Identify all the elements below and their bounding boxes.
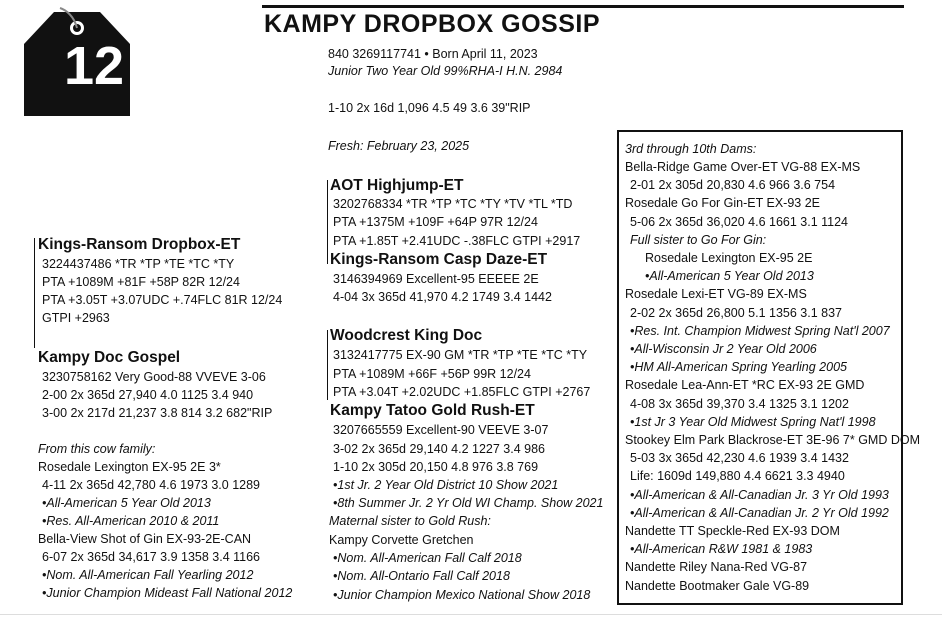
dams-line: Stookey Elm Park Blackrose-ET 3E-96 7* GMD DOM bbox=[625, 433, 920, 447]
cow-family-line: •Nom. All-American Fall Yearling 2012 bbox=[42, 568, 254, 582]
dams-line: 5-06 2x 365d 36,020 4.6 1661 3.1 1124 bbox=[630, 214, 849, 229]
bottom-rule bbox=[0, 614, 942, 615]
mgs-line: PTA +3.04T +2.02UDC +1.85FLC GTPI +2767 bbox=[333, 385, 591, 399]
top-rule bbox=[262, 5, 904, 8]
dams-line: Bella-Ridge Game Over-ET VG-88 EX-MS bbox=[625, 160, 861, 174]
dams-line: •All-American & All-Canadian Jr. 2 Yr Old 1992 bbox=[630, 505, 889, 520]
mgd-line: •8th Summer Jr. 2 Yr Old WI Champ. Show 2021 bbox=[333, 496, 604, 510]
dams-line: Nandette Bootmaker Gale VG-89 bbox=[625, 578, 810, 593]
lot-number: 12 bbox=[63, 36, 125, 96]
cow-family-line: •Res. All-American 2010 & 2011 bbox=[42, 514, 220, 528]
record-line: 1-10 2x 16d 1,096 4.5 49 3.6 39"RIP bbox=[328, 101, 531, 115]
sire-line: PTA +3.05T +3.07UDC +.74FLC 81R 12/24 bbox=[42, 293, 283, 307]
dams-line: •Res. Int. Champion Midwest Spring Nat'l 2007 bbox=[630, 323, 890, 338]
dams-line: Rosedale Go For Gin-ET EX-93 2E bbox=[625, 196, 820, 211]
cow-family-heading: From this cow family: bbox=[38, 442, 156, 456]
dams-line: 2-02 2x 365d 26,800 5.1 1356 3.1 837 bbox=[630, 305, 842, 320]
pgs-line: PTA +1.85T +2.41UDC -.38FLC GTPI +2917 bbox=[333, 234, 581, 248]
mgd-line: Maternal sister to Gold Rush: bbox=[329, 514, 491, 528]
mgs-name: Woodcrest King Doc bbox=[330, 327, 483, 344]
pgs-bracket bbox=[327, 180, 328, 264]
cow-family-line: Bella-View Shot of Gin EX-93-2E-CAN bbox=[38, 532, 252, 546]
dam-line: 3-00 2x 217d 21,237 3.8 814 3.2 682"RIP bbox=[42, 406, 273, 420]
mgd-line: •Nom. All-Ontario Fall Calf 2018 bbox=[333, 569, 510, 583]
cow-family-line: 6-07 2x 365d 34,617 3.9 1358 3.4 1166 bbox=[42, 550, 261, 564]
sire-line: PTA +1089M +81F +58P 82R 12/24 bbox=[42, 275, 240, 289]
mgd-line: •Junior Champion Mexico National Show 2018 bbox=[333, 588, 591, 602]
dams-line: 2-01 2x 305d 20,830 4.6 966 3.6 754 bbox=[630, 178, 836, 193]
fresh-line: Fresh: February 23, 2025 bbox=[328, 139, 470, 153]
dams-line: •All-American R&W 1981 & 1983 bbox=[630, 542, 813, 557]
pgd-line: 4-04 3x 365d 41,970 4.2 1749 3.4 1442 bbox=[333, 290, 552, 304]
pgs-line: PTA +1375M +109F +64P 97R 12/24 bbox=[333, 215, 538, 229]
sire-line: GTPI +2963 bbox=[42, 311, 110, 325]
dams-line: •All-American & All-Canadian Jr. 3 Yr Old 1993 bbox=[630, 487, 889, 502]
dams-line: Life: 1609d 149,880 4.4 6621 3.3 4940 bbox=[630, 469, 845, 484]
pgd-name: Kings-Ransom Casp Daze-ET bbox=[330, 251, 548, 268]
dams-line: Rosedale Lexi-ET VG-89 EX-MS bbox=[625, 287, 807, 302]
pgs-line: 3202768334 *TR *TP *TC *TY *TV *TL *TD bbox=[333, 197, 573, 211]
cow-family-line: Rosedale Lexington EX-95 2E 3* bbox=[38, 460, 221, 474]
mgs-bracket bbox=[327, 330, 328, 400]
mgd-line: Kampy Corvette Gretchen bbox=[329, 533, 474, 547]
cow-family-line: •All-American 5 Year Old 2013 bbox=[42, 496, 211, 510]
dams-line: Rosedale Lea-Ann-ET *RC EX-93 2E GMD bbox=[625, 378, 865, 393]
class-line: Junior Two Year Old 99%RHA-I H.N. 2984 bbox=[328, 64, 563, 78]
dams-line: •HM All-American Spring Yearling 2005 bbox=[630, 360, 847, 375]
mgd-line: 3207665559 Excellent-90 VEEVE 3-07 bbox=[333, 423, 549, 437]
sire-name: Kings-Ransom Dropbox-ET bbox=[38, 236, 241, 253]
mgd-line: •1st Jr. 2 Year Old District 10 Show 2021 bbox=[333, 478, 559, 492]
sire-bracket bbox=[34, 238, 35, 348]
mgs-line: 3132417775 EX-90 GM *TR *TP *TE *TC *TY bbox=[333, 348, 588, 362]
cow-family-line: 4-11 2x 365d 42,780 4.6 1973 3.0 1289 bbox=[42, 478, 261, 492]
mgd-line: •Nom. All-American Fall Calf 2018 bbox=[333, 551, 522, 565]
pgs-name: AOT Highjump-ET bbox=[330, 177, 464, 194]
page-title: KAMPY DROPBOX GOSSIP bbox=[264, 10, 600, 38]
dams-line: •All-American 5 Year Old 2013 bbox=[645, 269, 814, 284]
cow-family-line: •Junior Champion Mideast Fall National 2012 bbox=[42, 586, 293, 600]
dams-line: •1st Jr 3 Year Old Midwest Spring Nat'l 1998 bbox=[630, 414, 876, 429]
mgd-line: 3-02 2x 365d 29,140 4.2 1227 3.4 986 bbox=[333, 442, 545, 456]
mgs-line: PTA +1089M +66F +56P 99R 12/24 bbox=[333, 367, 531, 381]
sire-line: 3224437486 *TR *TP *TE *TC *TY bbox=[42, 257, 235, 271]
mgd-line: 1-10 2x 305d 20,150 4.8 976 3.8 769 bbox=[333, 460, 539, 474]
dams-line: Full sister to Go For Gin: bbox=[630, 232, 767, 247]
registration-line: 840 3269117741 • Born April 11, 2023 bbox=[328, 47, 538, 61]
dams-line: •All-Wisconsin Jr 2 Year Old 2006 bbox=[630, 342, 817, 356]
mgd-name: Kampy Tatoo Gold Rush-ET bbox=[330, 402, 535, 419]
dams-line: Nandette TT Speckle-Red EX-93 DOM bbox=[625, 524, 840, 538]
dam-name: Kampy Doc Gospel bbox=[38, 349, 181, 366]
dams-line: 4-08 3x 365d 39,370 3.4 1325 3.1 1202 bbox=[630, 396, 849, 411]
dam-line: 2-00 2x 365d 27,940 4.0 1125 3.4 940 bbox=[42, 388, 254, 402]
dams-line: 5-03 3x 365d 42,230 4.6 1939 3.4 1432 bbox=[630, 451, 849, 466]
dam-line: 3230758162 Very Good-88 VVEVE 3-06 bbox=[42, 370, 266, 384]
dams-line: Nandette Riley Nana-Red VG-87 bbox=[625, 560, 808, 575]
dams-heading: 3rd through 10th Dams: bbox=[625, 142, 757, 156]
dams-line: Rosedale Lexington EX-95 2E bbox=[645, 251, 813, 265]
pgd-line: 3146394969 Excellent-95 EEEEE 2E bbox=[333, 272, 539, 286]
lot-tag bbox=[22, 6, 132, 118]
